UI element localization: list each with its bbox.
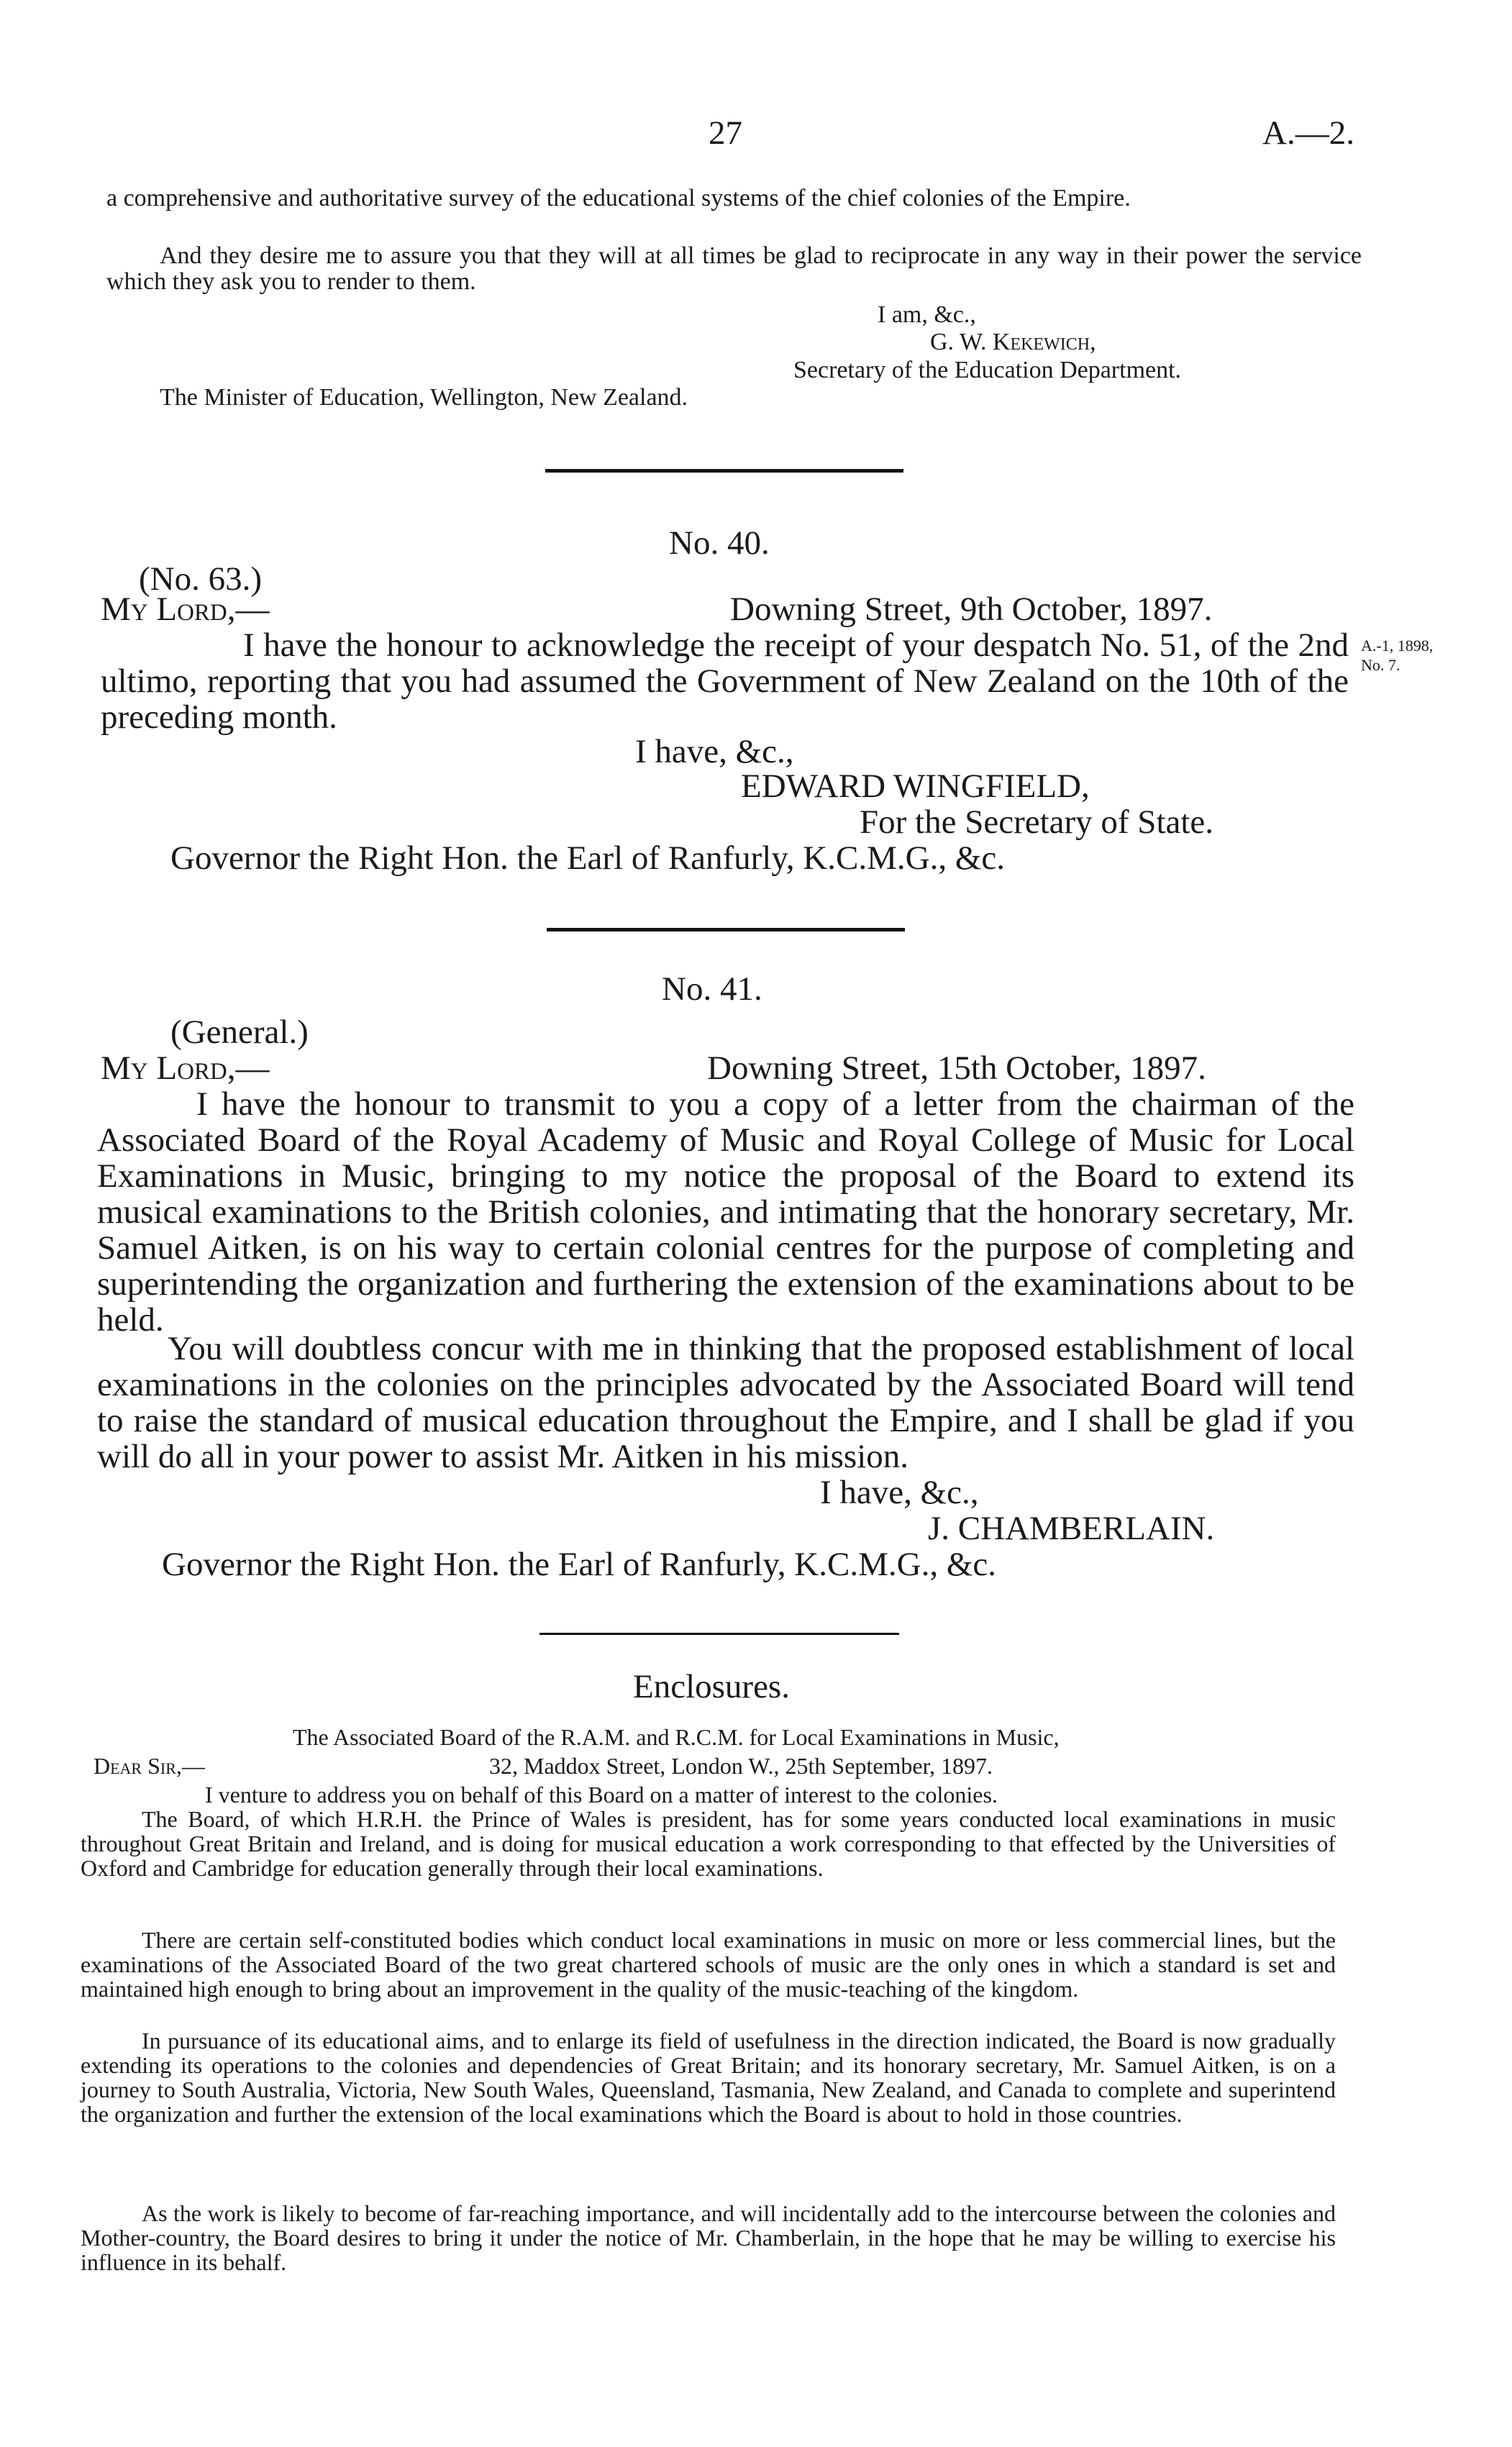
letter-signature: G. W. Kekewich,	[930, 329, 1096, 355]
despatch-paragraph: You will doubtless concur with me in thinking that the proposed establishment of local examinations in the colonies on the principles advocated by the Associated Board will tend to raise the standard of musical education throughout the Empire, and I shall be glad if you will do all in your power to assist Mr. Aitken in his mission.	[97, 1330, 1354, 1475]
letter-continuation-paragraph: a comprehensive and authoritative survey of the educational systems of the chief colonies of the Empire.	[106, 185, 1131, 211]
signatory-title: Secretary of the Education Department.	[793, 357, 1182, 383]
paper-reference: A.—2.	[1262, 114, 1354, 152]
section-divider	[547, 928, 905, 931]
enclosure-paragraph: The Board, of which H.R.H. the Prince of Wales is president, has for some years conducted local examinations in music throughout Great Britain and Ireland, and is doing for musical education a work corresponding to that effected by the Universities of Oxford and Cambridge for education generally through their local examinations.	[81, 1806, 1336, 1881]
enclosure-paragraph: As the work is likely to become of far-reaching importance, and will incidentally add to the intercourse between the colonies and Mother-country, the Board desires to bring it under the notice of Mr. Chamberlain, in the hope that he may be willing to exercise his influence in its behalf.	[81, 2200, 1336, 2275]
document-heading: No. 41.	[662, 970, 762, 1008]
page-number: 27	[709, 114, 742, 152]
section-divider	[539, 1633, 899, 1635]
enclosure-salutation: Dear Sir,—	[94, 1753, 205, 1779]
salutation: My Lord,—	[101, 1049, 270, 1087]
letter-closing: I have, &c.,	[820, 1474, 979, 1511]
letter-signature: J. CHAMBERLAIN.	[928, 1510, 1215, 1547]
margin-note: A.-1, 1898,	[1361, 637, 1434, 655]
despatch-body: I have the honour to acknowledge the receipt of your despatch No. 51, of the 2nd ultimo, reporting that you had assumed the Government of New Zealand on the 10th of the preceding month.	[101, 626, 1349, 736]
despatch-paragraph: I have the honour to transmit to you a copy of a letter from the chairman of the Associated Board of the Royal Academy of Music and Royal College of Music for Local Examinations in Music, bringing to my notice the proposal of the Board to extend its musical examinations to the British colonies, and intimating that the honorary secretary, Mr. Samuel Aitken, is on his way to certain colonial centres for the purpose of completing and superintending the organization and furthering the extension of the examinations about to be held.	[97, 1085, 1354, 1339]
letter-closing: I have, &c.,	[635, 733, 794, 770]
enclosure-paragraph: There are certain self-constituted bodies which conduct local examinations in music on more or less commercial lines, but the examinations of the Associated Board of the two great chartered schools of music are the only ones in which a standard is set and maintained high enough to bring about an improvement in the quality of the music-teaching of the kingdom.	[81, 1927, 1336, 2002]
signatory-title: For the Secretary of State.	[860, 803, 1214, 841]
enclosure-address-date: 32, Maddox Street, London W., 25th September, 1897.	[489, 1753, 993, 1779]
margin-note: No. 7.	[1361, 656, 1401, 674]
letter-addressee: Governor the Right Hon. the Earl of Ranfurly, K.C.M.G., &c.	[162, 1546, 996, 1583]
letter-addressee: Governor the Right Hon. the Earl of Ranfurly, K.C.M.G., &c.	[170, 839, 1005, 877]
place-date: Downing Street, 9th October, 1897.	[730, 591, 1213, 628]
enclosures-heading: Enclosures.	[633, 1668, 790, 1705]
enclosure-paragraph: In pursuance of its educational aims, and to enlarge its field of usefulness in the direction indicated, the Board is now gradually extending its operations to the colonies and dependencies of Great Britain; and its honorary secretary, Mr. Samuel Aitken, is on a journey to South Australia, Victoria, New South Wales, Queensland, Tasmania, New Zealand, and Canada to complete and superintend the organization and further the extension of the local examinations which the Board is about to hold in those countries.	[81, 2028, 1336, 2127]
place-date: Downing Street, 15th October, 1897.	[707, 1049, 1206, 1087]
document-heading: No. 40.	[669, 524, 770, 562]
salutation: My Lord,—	[101, 591, 270, 628]
section-divider	[545, 469, 903, 473]
enclosure-paragraph: I venture to address you on behalf of this Board on a matter of interest to the colonies.	[205, 1782, 998, 1808]
enclosure-sender: The Associated Board of the R.A.M. and R.C.M. for Local Examinations in Music,	[293, 1724, 1060, 1750]
despatch-reference: (No. 63.)	[139, 560, 262, 598]
letter-addressee: The Minister of Education, Wellington, New Zealand.	[160, 384, 688, 411]
letter-signature: EDWARD WINGFIELD,	[741, 767, 1090, 805]
despatch-reference: (General.)	[170, 1013, 309, 1051]
letter-closing: I am, &c.,	[878, 301, 976, 328]
letter-paragraph: And they desire me to assure you that they will at all times be glad to reciprocate in any way in their power the service which they ask you to render to them.	[106, 242, 1362, 295]
